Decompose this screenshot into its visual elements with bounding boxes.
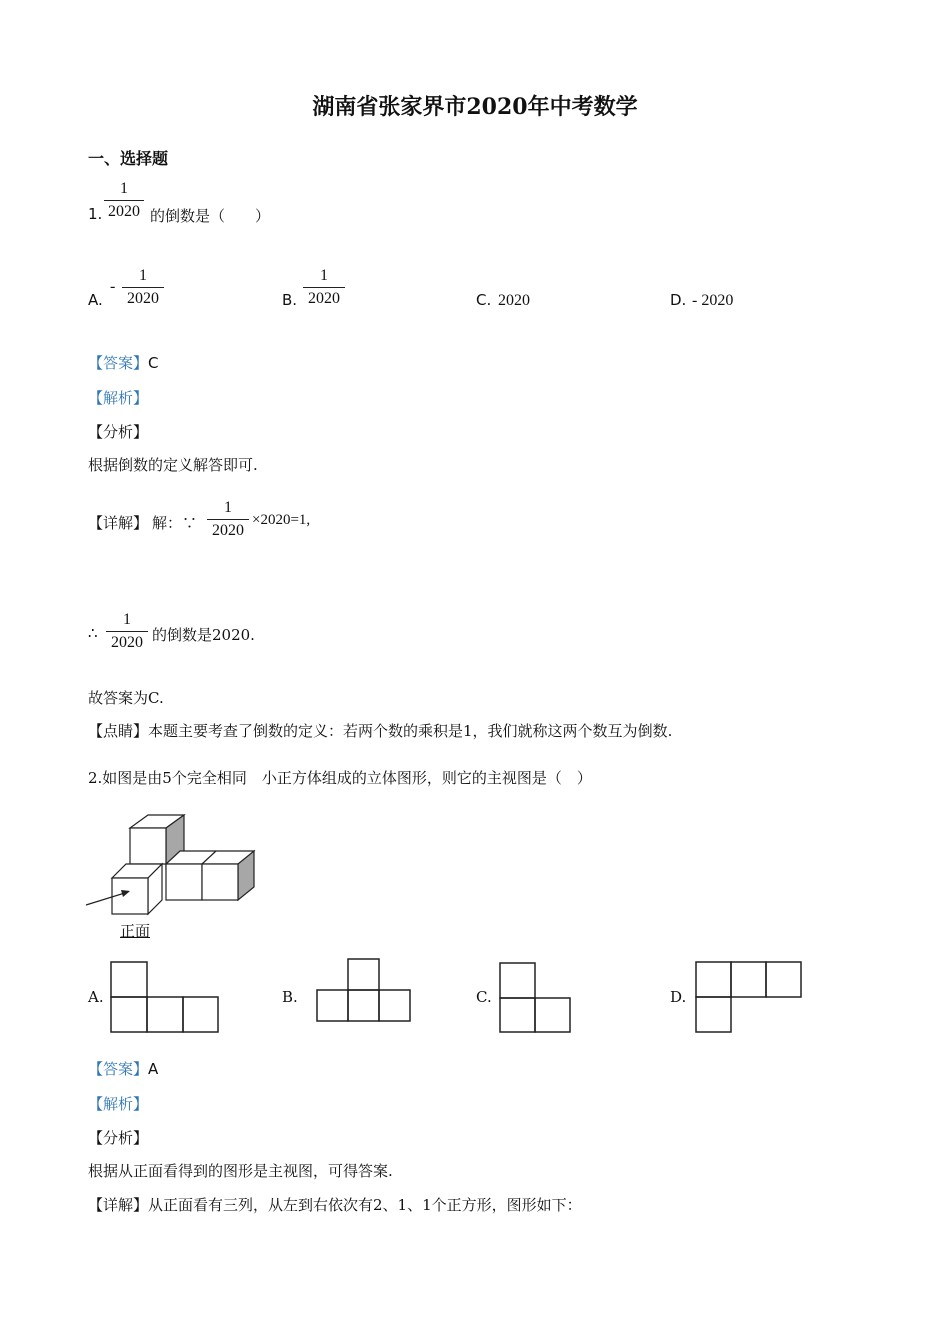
fraction-numerator: 1 xyxy=(320,267,328,284)
fraction-denominator: 2020 xyxy=(111,634,143,651)
therefore-sign: ∴ xyxy=(88,624,98,642)
q1-stem-text: 的倒数是（ ） xyxy=(150,207,271,225)
dianjing-text: 本题主要考查了倒数的定义：若两个数的乘积是1，我们就称这两个数互为倒数. xyxy=(148,722,673,740)
fenxi-text: 根据从正面看得到的图形是主视图，可得答案. xyxy=(88,1162,393,1180)
fenxi-tag: 【分析】 xyxy=(88,1129,149,1147)
option-b-fraction xyxy=(303,267,345,309)
fraction-bar xyxy=(122,287,164,288)
front-label: 正面 xyxy=(120,922,151,940)
fenxi-text: 根据倒数的定义解答即可. xyxy=(88,456,258,474)
answer-value: C xyxy=(148,354,159,372)
answer-value: A xyxy=(148,1060,159,1078)
q2-option-a-figure xyxy=(110,960,222,1036)
option-d-value: - 2020 xyxy=(692,292,734,309)
row-cube-1 xyxy=(166,864,202,900)
q2-option-b-label: B. xyxy=(282,988,298,1006)
q1-stem-fraction xyxy=(104,180,144,222)
option-a-fraction xyxy=(122,267,164,309)
option-c-value: 2020 xyxy=(498,292,530,309)
fraction-denominator: 2020 xyxy=(108,203,140,220)
option-a-label: A. xyxy=(88,291,103,309)
fraction-bar xyxy=(104,200,144,201)
xiangjie-tag: 【详解】 xyxy=(88,514,149,532)
xiangjie-text: 从正面看有三列，从左到右依次有2、1、1个正方形，图形如下： xyxy=(148,1196,582,1214)
fraction-denominator: 2020 xyxy=(127,290,159,307)
q2-option-b-figure xyxy=(316,957,416,1025)
q2-option-d-figure xyxy=(694,960,806,1036)
fraction-denominator: 2020 xyxy=(212,522,244,539)
therefore-suffix: 的倒数是2020. xyxy=(152,626,255,644)
front-cube xyxy=(112,878,148,914)
fraction-bar xyxy=(106,631,148,632)
fraction-numerator: 1 xyxy=(139,267,147,284)
dianjing-tag: 【点睛】 xyxy=(88,722,149,740)
answer-tag: 【答案】 xyxy=(88,354,149,372)
option-d-label: D. xyxy=(670,291,687,309)
q2-stem: 2.如图是由5个完全相同 小正方体组成的立体图形，则它的主视图是（ ） xyxy=(88,769,592,787)
fraction-numerator: 1 xyxy=(224,499,232,516)
fraction-numerator: 1 xyxy=(120,180,128,197)
top-cube-front xyxy=(130,828,166,864)
conclusion: 故答案为C. xyxy=(88,689,164,707)
xiangjie-fraction xyxy=(207,499,249,541)
section-heading: 一、选择题 xyxy=(88,149,169,168)
xiangjie-prefix: 解：∵ xyxy=(152,514,198,532)
q2-answer-line xyxy=(88,1058,158,1079)
fraction-denominator: 2020 xyxy=(308,290,340,307)
page-title: 湖南省张家界市2020年中考数学 xyxy=(312,94,638,120)
option-c-label: C. xyxy=(476,291,492,309)
option-a-sign: - xyxy=(110,278,116,295)
xiangjie-line xyxy=(88,1194,582,1215)
analysis-tag: 【解析】 xyxy=(88,1095,149,1113)
q1-number: 1. xyxy=(88,205,103,223)
row-cube-2 xyxy=(202,864,238,900)
fraction-numerator: 1 xyxy=(123,611,131,628)
q2-option-d-label: D. xyxy=(670,988,687,1006)
cube-figure xyxy=(84,810,264,920)
analysis-tag: 【解析】 xyxy=(88,389,149,407)
fraction-bar xyxy=(207,519,249,520)
fraction-bar xyxy=(303,287,345,288)
option-b-label: B. xyxy=(282,291,298,309)
answer-tag: 【答案】 xyxy=(88,1060,149,1078)
fenxi-tag: 【分析】 xyxy=(88,423,149,441)
xiangjie-suffix: ×2020=1, xyxy=(252,512,311,528)
xiangjie-tag: 【详解】 xyxy=(88,1196,149,1214)
dianjing-line xyxy=(88,720,672,741)
q2-option-c-label: C. xyxy=(476,988,492,1006)
q2-option-c-figure xyxy=(498,961,574,1035)
q2-option-a-label: A. xyxy=(88,988,104,1006)
q1-answer-line xyxy=(88,352,159,373)
therefore-fraction xyxy=(106,611,148,653)
